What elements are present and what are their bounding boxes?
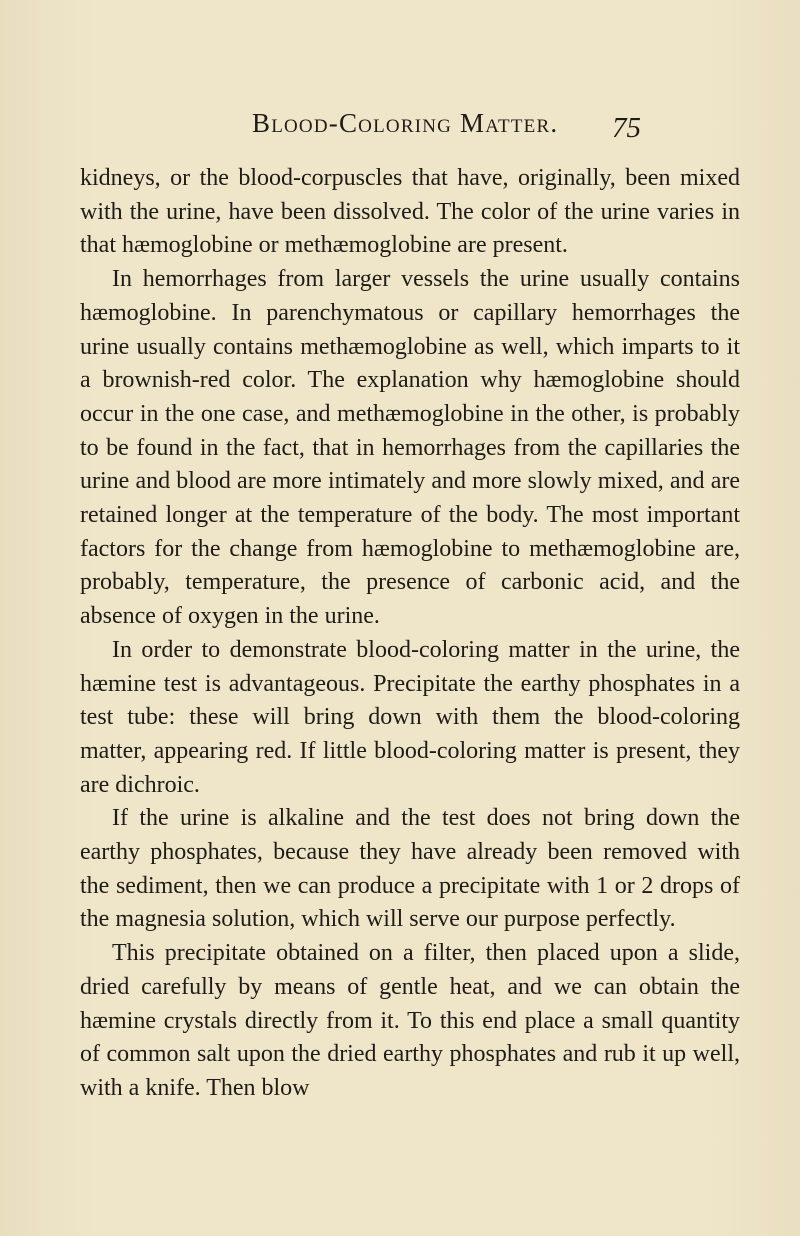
paragraph: In order to demonstrate blood-coloring matter in the urine, the hæmine test is advantageous. Precipitate the earthy phosphates in a test tube: these will bring down with them the blood-coloring matter, appearing red. If little blood-coloring matter is present, they are dichroic. [80,636,740,798]
page-number: 75 [612,112,641,144]
running-head [0,108,800,148]
paragraph: In hemorrhages from larger vessels the urine usually contains hæmoglobine. In parenchymatous or capillary hemorrhages the urine usually contains methæmoglobine as well, which imparts to it a brownish-red color. The explanation why hæmoglobine should occur in the one case, and methæmoglobine in the other, is probably to be found in the fact, that in hemorrhages from the capillaries the urine and blood are more intimately and more slowly mixed, and are retained longer at the temperature of the body. The most important factors for the change from hæmoglobine to methæmoglobine are, probably, temperature, the presence of carbonic acid, and the absence of oxygen in the urine. [80,266,740,630]
paragraph: This precipitate obtained on a filter, then placed upon a slide, dried carefully by means of gentle heat, and we can obtain the hæmine crystals directly from it. To this end place a small quantity of common salt upon the dried earthy phosphates and rub it up well, with a knife. Then blow [80,940,740,1101]
paragraph: kidneys, or the blood-corpuscles that have, originally, been mixed with the urine, have been dissolved. The color of the urine varies in that hæmoglobine or methæmoglobine are present. [80,165,740,259]
body-text [80,162,740,1106]
paragraph: If the urine is alkaline and the test does not bring down the earthy phosphates, because they have already been removed with the sediment, then we can produce a precipitate with 1 or 2 drops of the magnesia solution, which will serve our purpose perfectly. [80,805,740,933]
running-head-title: Blood-Coloring Matter. [252,108,559,138]
